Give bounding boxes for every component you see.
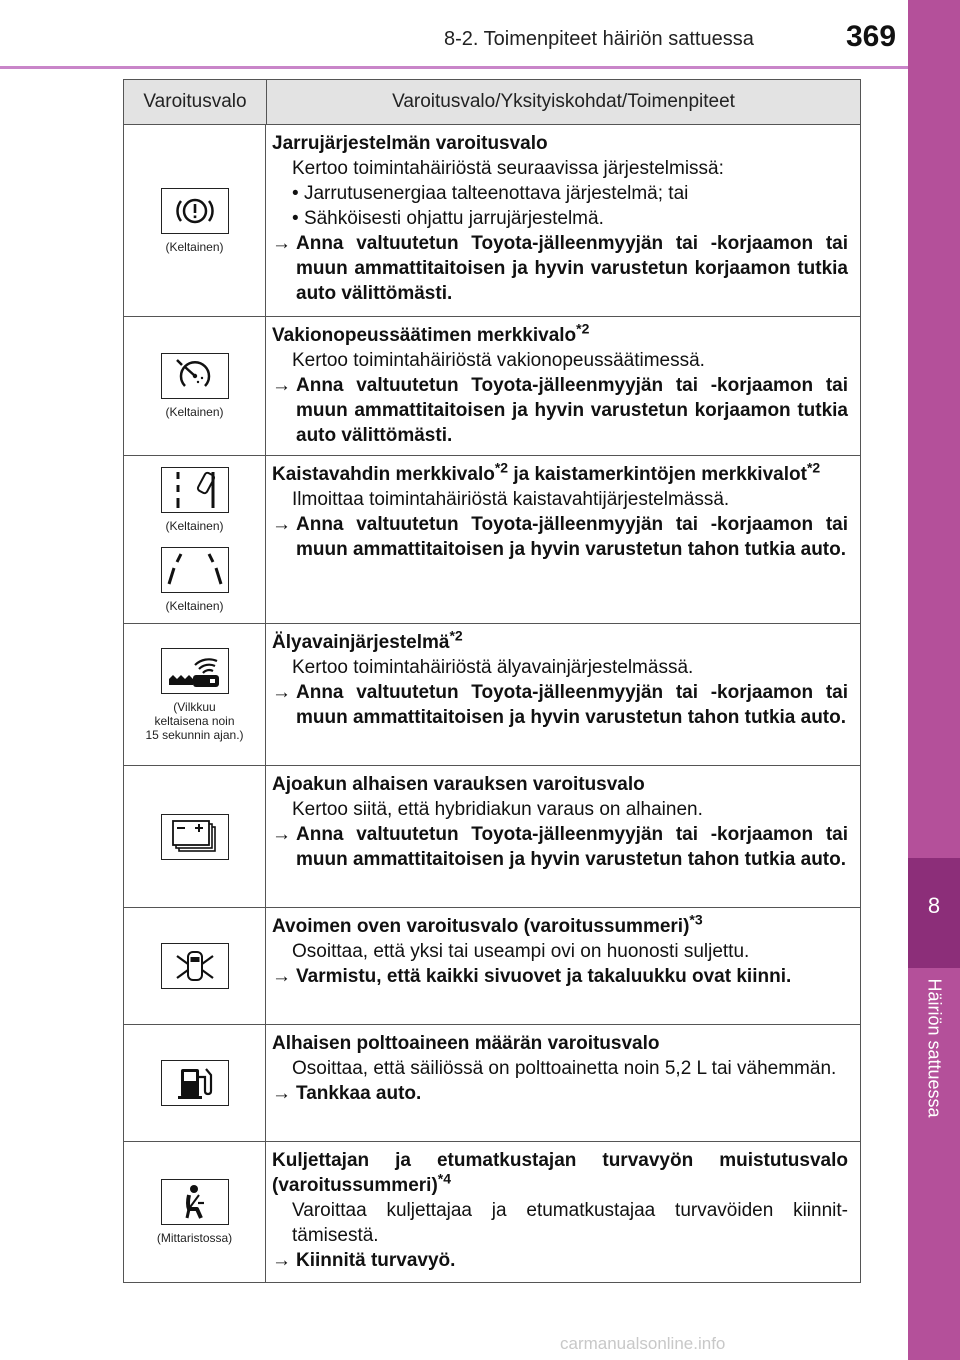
- seat-belt-reminder-icon: [161, 1179, 229, 1225]
- icon-cell: [124, 766, 266, 907]
- arrow-icon: →: [272, 514, 291, 535]
- icon-cell: [124, 908, 266, 1024]
- action-text: Anna valtuutetun Toyota-jälleenmyyjän tai -korjaamon tai muun ammattitaitoisen ja hyvin varustetun korjaamon tutkia auto välittömästi.: [296, 233, 848, 304]
- title-text: ja kaistamerkintöjen merkkivalot: [508, 464, 807, 485]
- icon-caption: (Vilkkuu keltaisena noin 15 sekunnin ajan.): [145, 699, 244, 742]
- icon-cell: [124, 1025, 266, 1141]
- icon-caption: (Keltainen): [165, 598, 224, 613]
- details-cell: [266, 125, 860, 316]
- warning-lights-table: [123, 79, 861, 1283]
- action-text: Anna valtuutetun Toyota-jälleenmyyjän tai -korjaamon tai muun ammattitaitoisen ja hyvin varustetun tahon tutkia auto.: [296, 682, 848, 728]
- row-description: Kertoo siitä, että hybridiakun varaus on alhainen.: [292, 799, 703, 820]
- arrow-icon: →: [272, 1083, 291, 1104]
- row-title: [272, 459, 848, 487]
- low-fuel-warning-icon: [161, 1060, 229, 1106]
- footnote-mark: *4: [437, 1170, 452, 1187]
- row-description: Ilmoittaa toimintahäiriöstä kaistavahtijärjestelmässä.: [292, 489, 730, 510]
- section-title: 8-2. Toimenpiteet häiriön sattuessa: [444, 28, 754, 50]
- chapter-label: Häiriön sattuessa: [924, 978, 945, 1118]
- table-row: [124, 456, 860, 624]
- arrow-icon: →: [272, 682, 291, 703]
- row-action: [272, 373, 848, 448]
- chapter-number: 8: [908, 858, 960, 968]
- details-cell: [266, 1142, 860, 1282]
- arrow-icon: →: [272, 233, 291, 254]
- icon-cell: [124, 317, 266, 455]
- title-text: Kuljettajan ja etumatkustajan turvavyön muistutusvalo (varoitussummeri): [272, 1150, 848, 1196]
- bullet-text: Jarrutusenergiaa talteenottava järjestelmä; tai: [303, 183, 689, 204]
- icon-cell: [124, 125, 266, 316]
- page-number: 369: [846, 20, 897, 53]
- details-cell: [266, 1025, 860, 1141]
- row-description: Kertoo toimintahäiriöstä älyavainjärjestelmässä.: [292, 657, 694, 678]
- details-cell: [266, 908, 860, 1024]
- chapter-side-tab: [908, 0, 960, 1360]
- watermark: carmanualsonline.info: [560, 1334, 726, 1353]
- cruise-control-indicator-icon: [161, 353, 229, 399]
- arrow-icon: →: [272, 1250, 291, 1271]
- list-item: • Sähköisesti ohjattu jarrujärjestelmä.: [292, 208, 604, 229]
- icon-caption: (Keltainen): [165, 518, 224, 533]
- table-header: [124, 80, 860, 125]
- column-header-details: Varoitusvalo/Yksityiskohdat/Toimenpiteet: [392, 91, 735, 112]
- header-rule: [0, 66, 908, 69]
- action-text: Tankkaa auto.: [296, 1083, 422, 1104]
- footnote-mark: *3: [689, 911, 703, 928]
- table-row: [124, 125, 860, 317]
- row-action: [272, 231, 848, 306]
- table-row: [124, 624, 860, 766]
- table-row: [124, 766, 860, 908]
- table-row: [124, 317, 860, 456]
- title-text: Avoimen oven varoitusvalo (varoitussummeri): [272, 916, 690, 937]
- title-text: Alhaisen polttoaineen määrän varoitusvalo: [272, 1033, 660, 1054]
- list-item: • Jarrutusenergiaa talteenottava järjestelmä; tai: [292, 183, 689, 204]
- icon-caption: (Mittaristossa): [156, 1231, 233, 1245]
- row-action: [272, 512, 848, 562]
- row-description: Osoittaa, että säiliössä on polttoainetta noin 5,2 L tai vähemmän.: [292, 1058, 837, 1079]
- title-text: Vakionopeussäätimen merkkivalo: [272, 325, 577, 346]
- row-action: [272, 964, 848, 989]
- row-title: [272, 911, 848, 939]
- row-title: [272, 320, 848, 348]
- row-title: [272, 1031, 848, 1056]
- details-cell: [266, 317, 860, 455]
- icon-caption: (Keltainen): [165, 239, 224, 254]
- row-action: [272, 680, 848, 730]
- footnote-mark: *2: [494, 459, 509, 476]
- icon-caption: (Keltainen): [165, 405, 224, 419]
- row-title: [272, 627, 848, 655]
- arrow-icon: →: [272, 824, 291, 845]
- title-text: Ajoakun alhaisen varauksen varoitusvalo: [272, 774, 645, 795]
- arrow-icon: →: [272, 375, 291, 396]
- row-title: [272, 772, 848, 797]
- battery-warning-icon: [161, 814, 229, 860]
- table-row: [124, 1142, 860, 1282]
- open-door-warning-icon: [161, 943, 229, 989]
- title-text: Jarrujärjestelmän varoitusvalo: [272, 133, 548, 154]
- icon-cell: [124, 456, 266, 623]
- lane-departure-alert-icon: [161, 467, 229, 513]
- action-text: Anna valtuutetun Toyota-jälleenmyyjän tai -korjaamon tai muun ammattitaitoisen ja hyvin varustetun korjaamon tutkia auto välittömästi.: [296, 375, 848, 446]
- row-description: Osoittaa, että yksi tai useampi ovi on huonosti suljettu.: [292, 941, 750, 962]
- table-row: [124, 1025, 860, 1142]
- row-action: [272, 1081, 848, 1106]
- footnote-mark: *2: [449, 627, 463, 644]
- row-description: Kertoo toimintahäiriöstä vakionopeussäätimessä.: [292, 350, 705, 371]
- action-text: Kiinnitä turvavyö.: [296, 1250, 456, 1271]
- row-description: Kertoo toimintahäiriöstä seuraavissa järjestelmissä:: [292, 158, 724, 179]
- details-cell: [266, 766, 860, 907]
- brake-system-warning-icon: [161, 188, 229, 234]
- smart-key-icon: [161, 648, 229, 694]
- lane-marker-lights-icon: [161, 547, 229, 593]
- row-title: [272, 1148, 848, 1198]
- bullet-text: Sähköisesti ohjattu jarrujärjestelmä.: [303, 208, 604, 229]
- action-text: Anna valtuutetun Toyota-jälleenmyyjän tai -korjaamon tai muun ammattitaitoisen ja hyvin varustetun tahon tutkia auto.: [296, 824, 848, 870]
- row-title: [272, 131, 848, 156]
- table-row: [124, 908, 860, 1025]
- icon-cell: [124, 1142, 266, 1282]
- row-description: Varoittaa kuljettajaa ja etumatkustajaa turvavöiden kiinnittämisestä.: [292, 1200, 848, 1246]
- footnote-mark: *2: [576, 320, 590, 337]
- arrow-icon: →: [272, 966, 291, 987]
- title-text: Kaistavahdin merkkivalo: [272, 464, 495, 485]
- footnote-mark: *2: [806, 459, 821, 476]
- title-text: Älyavainjärjestelmä: [272, 632, 450, 653]
- icon-cell: [124, 624, 266, 765]
- column-header-light: Varoitusvalo: [124, 80, 267, 124]
- details-cell: [266, 456, 860, 623]
- row-action: [272, 1248, 848, 1273]
- action-text: Varmistu, että kaikki sivuovet ja takaluukku ovat kiinni.: [296, 966, 792, 987]
- details-cell: [266, 624, 860, 765]
- row-action: [272, 822, 848, 872]
- action-text: Anna valtuutetun Toyota-jälleenmyyjän tai -korjaamon tai muun ammattitaitoisen ja hyvin varustetun tahon tutkia auto.: [296, 514, 848, 560]
